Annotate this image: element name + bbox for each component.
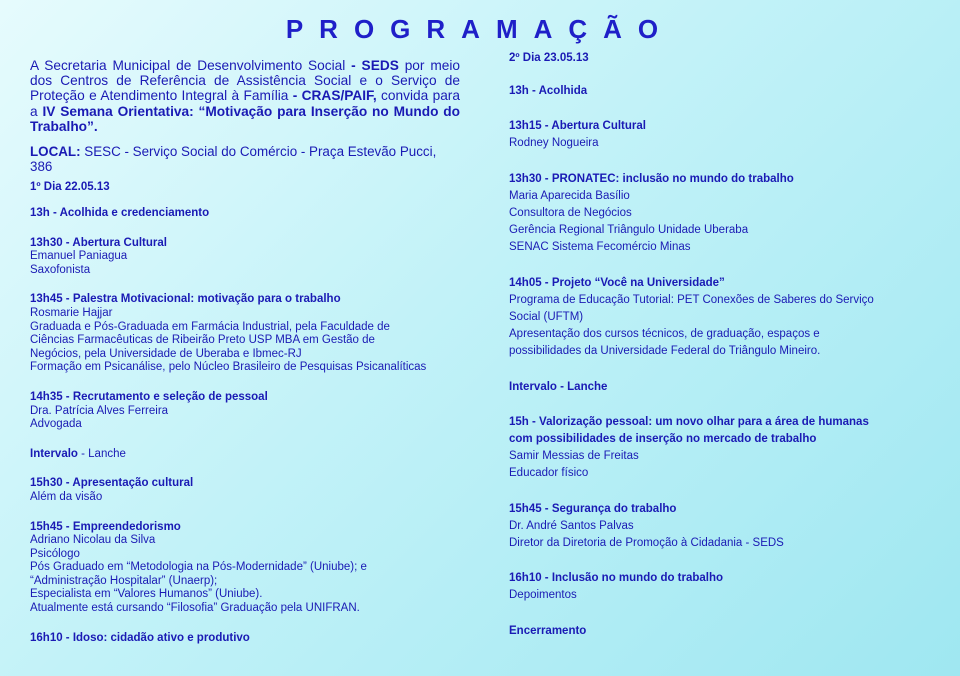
schedule-detail-line: Atualmente está cursando “Filosofia” Graduação pela UNIFRAN.	[30, 602, 360, 615]
day1-title: 1º Dia 22.05.13	[30, 181, 110, 194]
schedule-title: - Lanche	[77, 447, 126, 460]
schedule-detail-line: Rodney Nogueira	[509, 137, 599, 150]
schedule-detail-line: Educador físico	[509, 467, 589, 480]
schedule-item-heading	[30, 207, 460, 221]
schedule-item	[30, 207, 460, 221]
schedule-detail-line: Além da visão	[30, 490, 103, 503]
schedule-detail-line: Saxofonista	[30, 263, 91, 276]
schedule-time: 15h45 -	[509, 502, 552, 515]
schedule-item-heading	[509, 623, 929, 640]
intro-paragraph	[30, 58, 460, 134]
schedule-time: 13h -	[30, 207, 60, 220]
intro-bold-1: - SEDS	[351, 58, 399, 73]
schedule-detail-line: Negócios, pela Universidade de Uberaba e Ibmec-RJ	[30, 347, 302, 360]
schedule-time: 13h15 -	[509, 120, 552, 133]
schedule-item	[509, 501, 929, 553]
schedule-detail-line: Diretor da Diretoria de Promoção à Cidadania - SEDS	[509, 537, 784, 550]
schedule-detail-line: SENAC Sistema Fecomércio Minas	[509, 241, 691, 254]
intro-bold-3: IV Semana Orientativa: “Motivação para Inserção no Mundo do Trabalho”.	[30, 103, 460, 134]
schedule-item	[509, 414, 929, 483]
schedule-time: 16h10 -	[30, 631, 73, 644]
schedule-item	[509, 83, 929, 100]
schedule-item-heading-continued	[509, 431, 929, 448]
schedule-title: Abertura Cultural	[72, 236, 167, 249]
location-text: SESC - Serviço Social do Comércio - Praça Estevão Pucci, 386	[30, 144, 437, 175]
schedule-title: Inclusão no mundo do trabalho	[551, 572, 724, 585]
schedule-time: 13h30 -	[30, 236, 73, 249]
schedule-title: Valorização pessoal: um novo olhar para a área de humanas	[539, 415, 869, 428]
day1-schedule	[30, 207, 460, 645]
schedule-time: Intervalo	[30, 447, 78, 460]
schedule-title: Segurança do trabalho	[551, 502, 677, 515]
schedule-item	[509, 118, 929, 152]
schedule-time: 15h30 -	[30, 477, 73, 490]
schedule-item	[509, 570, 929, 604]
page-title: PROGRAMAÇÃO	[285, 14, 675, 44]
schedule-item	[509, 623, 929, 640]
schedule-title: Idoso: cidadão ativo e produtivo	[72, 631, 250, 644]
intro-text-1: A Secretaria Municipal de Desenvolvimento Social	[30, 58, 352, 73]
schedule-detail-line: Pós Graduado em “Metodologia na Pós-Modernidade” (Uniube); e	[30, 561, 367, 574]
schedule-time: 15h45 -	[30, 520, 73, 533]
schedule-item-heading	[30, 237, 460, 251]
schedule-item	[509, 379, 929, 396]
schedule-detail-line: possibilidades da Universidade Federal do Triângulo Mineiro.	[509, 345, 821, 358]
schedule-item	[30, 477, 460, 504]
schedule-detail-line: Dr. André Santos Palvas	[509, 519, 634, 532]
schedule-time: 13h45 -	[30, 293, 73, 306]
schedule-item	[30, 448, 460, 462]
schedule-detail-line: Formação em Psicanálise, pelo Núcleo Brasileiro de Pesquisas Psicanalíticas	[30, 361, 427, 374]
schedule-detail-line: “Administração Hospitalar” (Unaerp);	[30, 574, 218, 587]
schedule-time: 15h -	[509, 415, 540, 428]
schedule-time: 14h35 -	[30, 390, 73, 403]
schedule-item-heading	[509, 379, 929, 396]
schedule-detail-line: Adriano Nicolau da Silva	[30, 534, 156, 547]
schedule-item	[30, 521, 460, 616]
intro-text-2: por meio dos Centros de Referência de Assistência Social e o Serviço de Proteção e Atendimento Integral à Família	[30, 58, 460, 104]
schedule-time: 14h05 -	[509, 276, 552, 289]
schedule-item-heading	[509, 414, 929, 431]
schedule-detail-line: Programa de Educação Tutorial: PET Conexões de Saberes do Serviço	[509, 293, 874, 306]
schedule-time: Intervalo - Lanche	[509, 380, 608, 393]
schedule-title-continued: com possibilidades de inserção no mercado de trabalho	[509, 433, 817, 446]
schedule-item-heading	[509, 83, 929, 100]
schedule-title: Recrutamento e seleção de pessoal	[72, 390, 268, 403]
schedule-item-heading	[30, 293, 460, 307]
schedule-detail-line: Ciências Farmacêuticas de Ribeirão Preto USP MBA em Gestão de	[30, 334, 375, 347]
schedule-detail-line: Gerência Regional Triângulo Unidade Uberaba	[509, 224, 749, 237]
schedule-item-heading	[509, 501, 929, 518]
schedule-detail-line: Rosmarie Hajjar	[30, 306, 113, 319]
schedule-item-heading	[30, 521, 460, 535]
schedule-item	[30, 632, 460, 646]
schedule-item-heading	[509, 275, 929, 292]
schedule-title: Acolhida e credenciamento	[59, 207, 210, 220]
schedule-detail-line: Apresentação dos cursos técnicos, de graduação, espaços e	[509, 328, 820, 341]
schedule-time: 16h10 -	[509, 572, 552, 585]
schedule-title: PRONATEC: inclusão no mundo do trabalho	[551, 172, 794, 185]
schedule-detail-line: Consultora de Negócios	[509, 207, 632, 220]
schedule-title: Projeto “Você na Universidade”	[551, 276, 725, 289]
schedule-detail-line: Maria Aparecida Basílio	[509, 189, 630, 202]
schedule-title: Abertura Cultural	[551, 120, 646, 133]
day2-schedule	[509, 83, 929, 640]
schedule-item	[30, 237, 460, 278]
schedule-detail-line: Psicólogo	[30, 547, 80, 560]
schedule-time: Encerramento	[509, 624, 587, 637]
schedule-item-heading	[509, 570, 929, 587]
schedule-detail-line: Graduada e Pós-Graduada em Farmácia Industrial, pela Faculdade de	[30, 320, 390, 333]
schedule-detail-line: Depoimentos	[509, 589, 577, 602]
schedule-title: Palestra Motivacional: motivação para o trabalho	[72, 293, 341, 306]
schedule-item-heading	[30, 391, 460, 405]
right-column	[509, 52, 929, 640]
schedule-title: Empreendedorismo	[72, 520, 181, 533]
schedule-detail-line: Especialista em “Valores Humanos” (Uniube).	[30, 588, 263, 601]
schedule-item-heading	[509, 171, 929, 188]
schedule-item	[509, 275, 929, 361]
schedule-item-heading	[30, 477, 460, 491]
schedule-item	[30, 391, 460, 432]
schedule-detail-line: Samir Messias de Freitas	[509, 450, 639, 463]
schedule-time: 13h30 -	[509, 172, 552, 185]
intro-text-3: convida para a	[30, 88, 460, 119]
schedule-detail-line: Emanuel Paniagua	[30, 250, 128, 263]
schedule-item-heading	[30, 448, 460, 462]
schedule-title: Apresentação cultural	[72, 477, 194, 490]
schedule-item-heading	[30, 632, 460, 646]
schedule-detail-line: Dra. Patrícia Alves Ferreira	[30, 404, 169, 417]
schedule-detail-line: Advogada	[30, 418, 82, 431]
intro-bold-2: - CRAS/PAIF,	[292, 88, 377, 104]
schedule-item	[509, 171, 929, 257]
location	[30, 144, 460, 174]
schedule-item-heading	[509, 118, 929, 135]
schedule-title: Acolhida	[538, 85, 588, 97]
day2-title: 2º Dia 23.05.13	[509, 52, 589, 64]
schedule-item	[30, 293, 460, 375]
location-label: LOCAL:	[30, 144, 81, 160]
schedule-time: 13h -	[509, 85, 539, 97]
schedule-detail-line: Social (UFTM)	[509, 311, 584, 324]
left-column	[30, 58, 460, 645]
